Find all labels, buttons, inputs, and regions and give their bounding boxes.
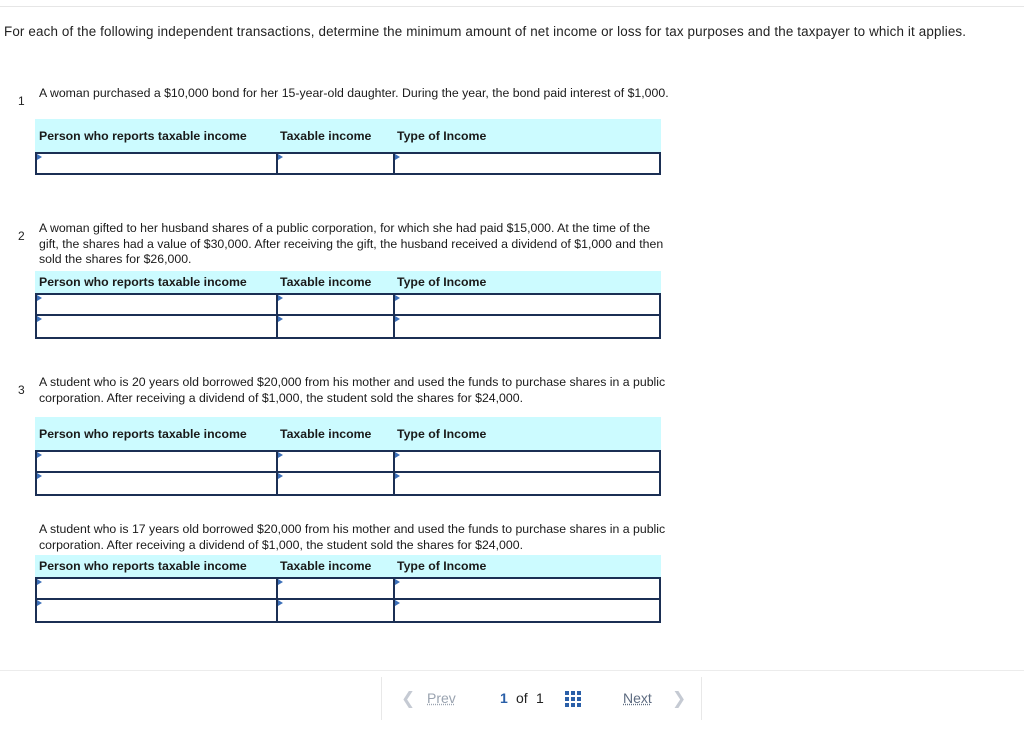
next-button[interactable]: Next [623, 690, 652, 706]
question-1-number: 1 [18, 94, 25, 108]
question-1-table [35, 119, 661, 175]
pagination-bar [381, 677, 702, 720]
col-taxable-header: Taxable income [280, 559, 372, 573]
question-2-number: 2 [18, 229, 25, 243]
current-page-number: 1 [500, 690, 508, 706]
type-input[interactable] [395, 154, 659, 173]
taxable-input-cell[interactable] [276, 577, 393, 600]
col-type-header: Type of Income [397, 426, 487, 441]
taxable-input-cell[interactable] [276, 316, 393, 339]
col-taxable-header: Taxable income [280, 128, 372, 143]
table-row [35, 316, 661, 339]
type-input-cell[interactable] [393, 577, 661, 600]
col-type-header: Type of Income [397, 559, 487, 573]
question-3-text: A student who is 20 years old borrowed $20,000 from his mother and used the funds to purchase shares in a public corporation. After receiving a dividend of $1,000, the student sold the shares for $24,000. [39, 375, 666, 405]
type-input-cell[interactable] [393, 316, 661, 339]
question-3-table [35, 417, 661, 496]
person-input-cell[interactable] [35, 473, 276, 496]
question-2-table [35, 271, 661, 339]
question-1-text: A woman purchased a $10,000 bond for her 15-year-old daughter. During the year, the bond paid interest of $1,000. [39, 86, 669, 100]
person-input[interactable] [37, 154, 276, 173]
type-input-cell[interactable] [393, 152, 661, 175]
question-2-text: A woman gifted to her husband shares of a public corporation, for which she had paid $15,000. At the time of the gift, the shares had a value of $30,000. After receiving the gift, the husband received a dividend of $1,000 and then sold the shares for $26,000. [39, 221, 664, 266]
person-input-cell[interactable] [35, 316, 276, 339]
question-4-table [35, 555, 661, 623]
person-input-cell[interactable] [35, 152, 276, 175]
type-input[interactable] [395, 600, 659, 621]
taxable-input[interactable] [278, 154, 393, 173]
table-row [35, 152, 661, 175]
person-input[interactable] [37, 452, 276, 471]
type-input-cell[interactable] [393, 600, 661, 623]
instructions-text: For each of the following independent transactions, determine the minimum amount of net income or loss for tax purposes and the taxpayer to which it applies. [4, 24, 967, 39]
col-person-header: Person who reports taxable income [39, 559, 247, 573]
taxable-input-cell[interactable] [276, 450, 393, 473]
type-input[interactable] [395, 579, 659, 598]
top-divider [0, 6, 1024, 7]
col-type-header: Type of Income [397, 128, 487, 143]
question-3-number: 3 [18, 383, 25, 397]
total-pages: 1 [536, 690, 544, 706]
type-input[interactable] [395, 295, 659, 314]
person-input[interactable] [37, 579, 276, 598]
taxable-input-cell[interactable] [276, 600, 393, 623]
table-header [35, 271, 661, 293]
taxable-input[interactable] [278, 316, 393, 337]
page-grid-icon[interactable] [565, 691, 581, 707]
table-row [35, 450, 661, 473]
person-input[interactable] [37, 473, 276, 494]
taxable-input[interactable] [278, 452, 393, 471]
person-input-cell[interactable] [35, 600, 276, 623]
person-input-cell[interactable] [35, 577, 276, 600]
col-taxable-header: Taxable income [280, 275, 372, 289]
table-row [35, 600, 661, 623]
col-type-header: Type of Income [397, 275, 487, 289]
question-4-text: A student who is 17 years old borrowed $20,000 from his mother and used the funds to purchase shares in a public corporation. After receiving a dividend of $1,000, the student sold the shares for $24,000. [39, 522, 666, 552]
table-header [35, 417, 661, 450]
person-input-cell[interactable] [35, 293, 276, 316]
chevron-left-icon[interactable]: ❮ [401, 689, 416, 708]
table-header [35, 555, 661, 577]
taxable-input-cell[interactable] [276, 152, 393, 175]
type-input[interactable] [395, 452, 659, 471]
person-input[interactable] [37, 295, 276, 314]
col-taxable-header: Taxable income [280, 426, 372, 441]
prev-button[interactable]: Prev [427, 690, 456, 706]
bottom-divider [0, 670, 1024, 671]
person-input[interactable] [37, 316, 276, 337]
taxable-input[interactable] [278, 579, 393, 598]
person-input[interactable] [37, 600, 276, 621]
table-header [35, 119, 661, 152]
taxable-input-cell[interactable] [276, 293, 393, 316]
type-input-cell[interactable] [393, 293, 661, 316]
col-person-header: Person who reports taxable income [39, 275, 247, 289]
col-person-header: Person who reports taxable income [39, 128, 247, 143]
taxable-input-cell[interactable] [276, 473, 393, 496]
taxable-input[interactable] [278, 295, 393, 314]
page-of-label: of [516, 690, 528, 706]
table-row [35, 473, 661, 496]
chevron-right-icon[interactable]: ❯ [672, 689, 687, 708]
type-input-cell[interactable] [393, 473, 661, 496]
person-input-cell[interactable] [35, 450, 276, 473]
col-person-header: Person who reports taxable income [39, 426, 247, 441]
table-row [35, 293, 661, 316]
type-input-cell[interactable] [393, 450, 661, 473]
table-row [35, 577, 661, 600]
taxable-input[interactable] [278, 473, 393, 494]
type-input[interactable] [395, 316, 659, 337]
type-input[interactable] [395, 473, 659, 494]
taxable-input[interactable] [278, 600, 393, 621]
